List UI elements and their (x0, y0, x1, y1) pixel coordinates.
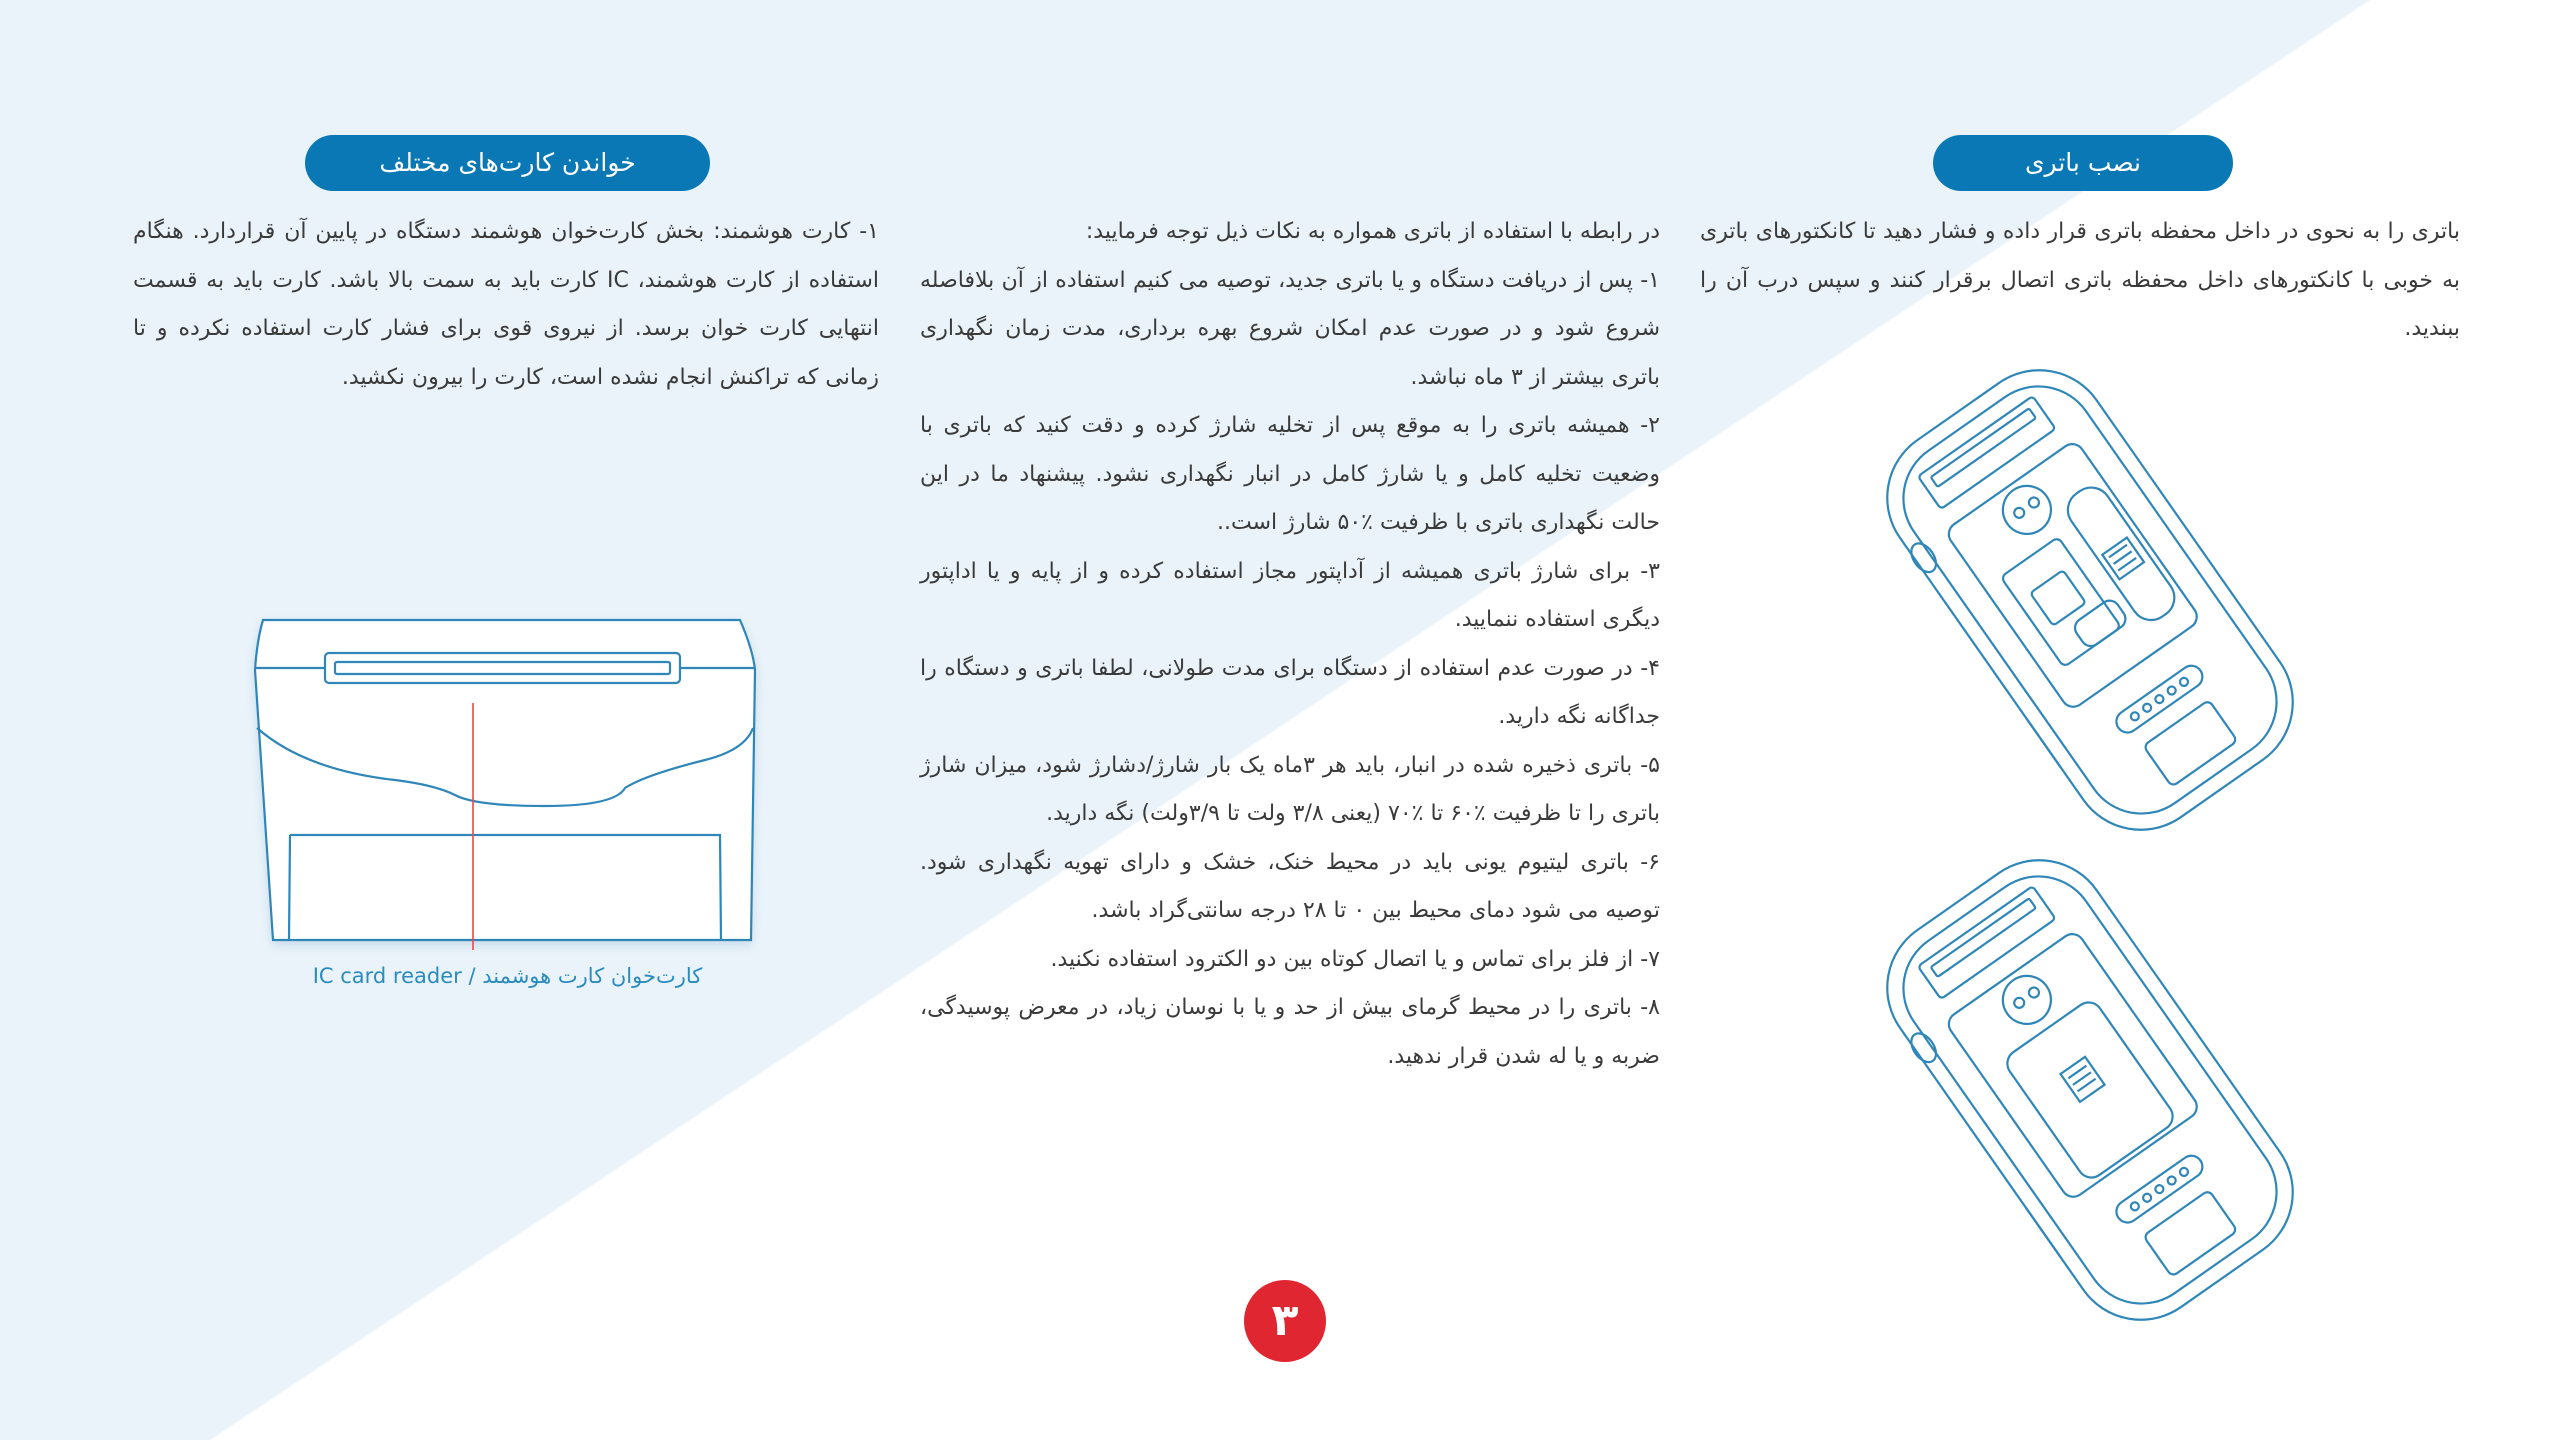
battery-note-item: ۱- پس از دریافت دستگاه و یا باتری جدید، توصیه می کنیم استفاده از آن بلافاصله شروع شود و در صورت عدم امکان شروع بهره برداری، مدت زمان نگهداری باتری بیشتر از ۳ ماه نباشد. (920, 267, 1660, 390)
battery-install-text: باتری را به نحوی در داخل محفظه باتری قرار داده و فشار دهید تا کانکتورهای باتری به خوبی با کانکتورهای داخل محفظه باتری اتصال برقرار کنند و سپس درب آن را ببندید. (1700, 219, 2460, 341)
battery-note-item: ۶- باتری لیتیوم یونی باید در محیط خنک، خشک و دارای تهویه نگهداری شود. توصیه می شود دمای محیط بین ۰ تا ۲۸ درجه سانتی‌گراد باشد. (920, 849, 1660, 923)
battery-note-item: ۴- در صورت عدم استفاده از دستگاه برای مدت طولانی، لطفا باتری و دستگاه را جداگانه نگه دارید. (920, 655, 1660, 729)
pos-device-battery-illustration (1860, 365, 2310, 835)
battery-install-title: نصب باتری (1933, 135, 2233, 191)
battery-note-item: ۲- همیشه باتری را به موقع پس از تخلیه شارژ کرده و دقت کنید که باتری با وضعیت تخلیه کامل و یا شارژ کامل در انبار نگهداری نشود. پیشنهاد ما در این حالت نگهداری باتری با ظرفیت ٪۵۰ شارژ است.. (920, 413, 1660, 535)
page-number-badge: ۳ (1244, 1280, 1326, 1362)
card-reading-text: ۱- کارت هوشمند: بخش کارت‌خوان هوشمند دستگاه در پایین آن قراردارد. هنگام استفاده از کارت هوشمند، IC کارت باید به سمت بالا باشد. کارت باید به قسمت انتهایی کارت خوان برسد. از نیروی قوی برای فشار کارت استفاده نکرده و تا زمانی که تراکنش انجام نشده است، کارت را بیرون نکشید. (133, 219, 879, 390)
pos-device-closed-illustration (1860, 855, 2310, 1325)
card-reading-title: خواندن کارت‌های مختلف (305, 135, 710, 191)
battery-notes-intro: در رابطه با استفاده از باتری همواره به نکات ذیل توجه فرمایید: (1085, 219, 1660, 244)
battery-note-item: ۷- از فلز برای تماس و یا اتصال کوتاه بین دو الکترود استفاده نکنید. (1050, 946, 1660, 972)
battery-note-item: ۸- باتری را در محیط گرمای بیش از حد و یا با نوسان زیاد، در معرض پوسیدگی، ضربه و یا له شدن قرار ندهید. (920, 995, 1660, 1069)
ic-card-reader-caption: کارت‌خوان کارت هوشمند / IC card reader (312, 964, 703, 988)
ic-card-reader-illustration (245, 610, 770, 960)
battery-notes (920, 208, 1660, 1081)
battery-note-item: ۵- باتری ذخیره شده در انبار، باید هر ۳ماه یک بار شارژ/دشارژ شود، میزان شارژ باتری را تا ظرفیت ٪۶۰ تا ٪۷۰ (یعنی ۳/۸ ولت تا ۳/۹ولت) نگه دارید. (920, 752, 1660, 826)
battery-note-item: ۳- برای شارژ باتری همیشه از آداپتور مجاز استفاده کرده و از پایه و یا اداپتور دیگری استفاده ننمایید. (920, 558, 1660, 632)
